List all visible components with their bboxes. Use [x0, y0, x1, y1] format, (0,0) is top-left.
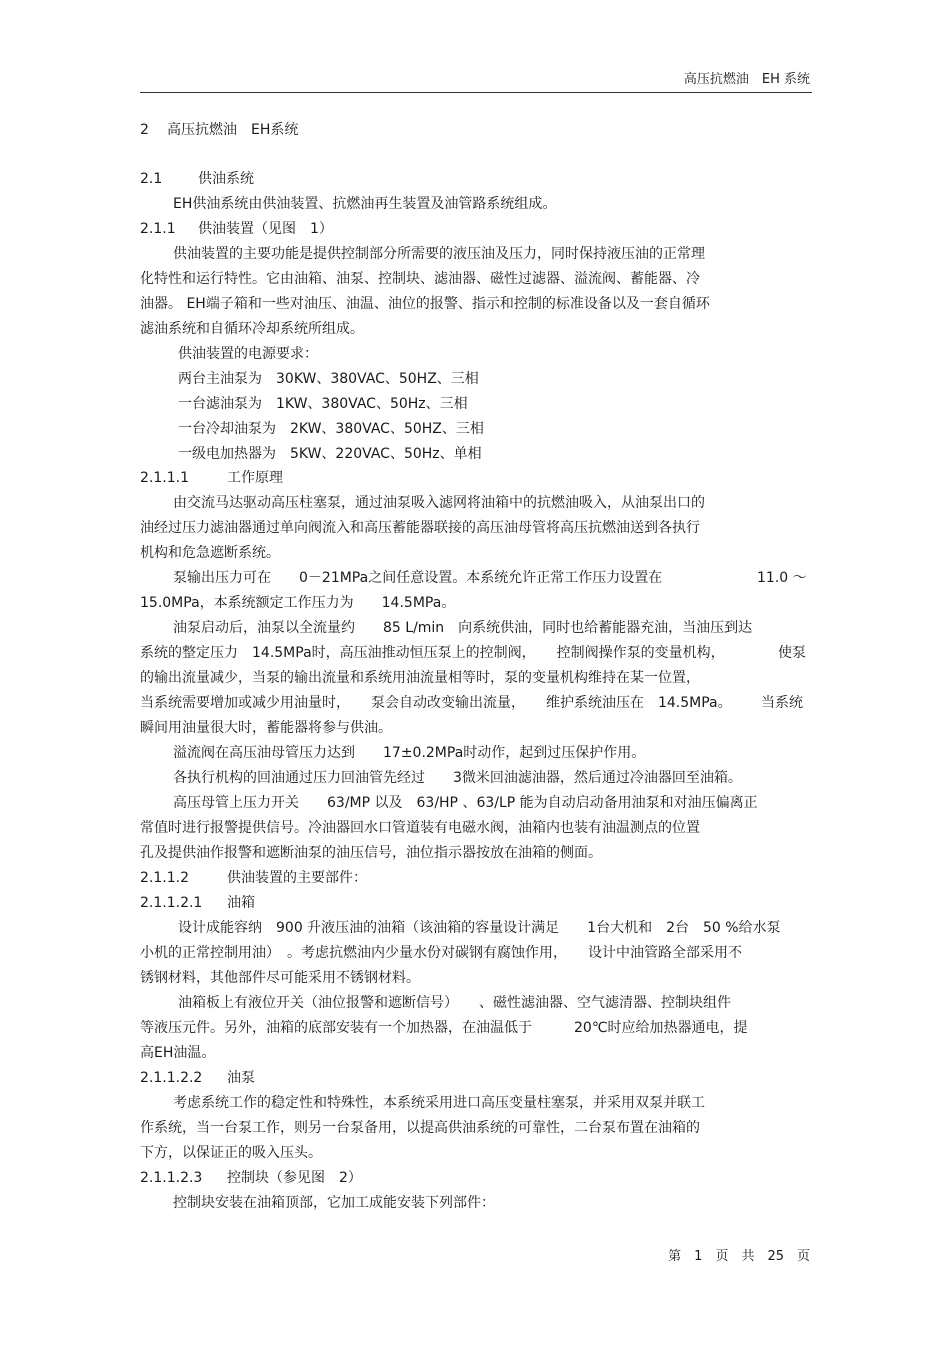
page-footer: 第 1 页 共 25 页: [668, 1249, 810, 1264]
paragraph-intro: EH供油系统由供油装置、抗燃油再生装置及油管路系统组成。: [173, 196, 557, 212]
paragraph-line: 泵输出压力可在 0－21MPa之间任意设置。本系统允许正常工作压力设置在: [173, 570, 663, 586]
section-2-1-title: 供油系统: [198, 171, 254, 187]
paragraph-line: 各执行机构的回油通过压力回油管先经过 3微米回油滤油器，然后通过冷油器回至油箱。: [173, 770, 742, 786]
paragraph-line: 油箱板上有液位开关（油位报警和遮断信号） 、磁性滤油器、空气滤清器、控制块组件: [178, 995, 731, 1011]
section-2-1-1-2-title: 供油装置的主要部件：: [227, 870, 367, 886]
paragraph-line: 等液压元件。另外，油箱的底部安装有一个加热器，在油温低于 20℃时应给加热器通电，提: [140, 1020, 748, 1036]
power-requirements-title: 供油装置的电源要求：: [178, 346, 318, 362]
paragraph-line: 15.0MPa，本系统额定工作压力为 14.5MPa。: [140, 595, 456, 611]
paragraph-line: 机构和危急遮断系统。: [140, 545, 280, 561]
paragraph-line: 控制块安装在油箱顶部，它加工成能安装下列部件：: [173, 1195, 495, 1211]
header-title: 高压抗燃油 EH 系统: [683, 72, 810, 87]
section-2-1-1-title: 供油装置（见图 1）: [198, 221, 333, 237]
power-item: 一台冷却油泵为 2KW、380VAC、50HZ、三相: [178, 421, 484, 437]
paragraph-line-tail: 11.0 ～: [757, 570, 807, 586]
section-2-1-number: 2.1: [140, 171, 163, 187]
page-header: [140, 66, 812, 93]
section-2-1-1-2-2-title: 油泵: [227, 1070, 255, 1086]
paragraph-line-tail: 使泵: [778, 645, 806, 661]
section-2-1-1-2-1-title: 油箱: [227, 895, 255, 911]
paragraph-line: 的输出流量减少，当泵的输出流量和系统用油流量相等时，泵的变量机构维持在某一位置，: [140, 670, 700, 686]
section-2-1-1-2-number: 2.1.1.2: [140, 870, 189, 886]
paragraph-line: 溢流阀在高压油母管压力达到 17±0.2MPa时动作，起到过压保护作用。: [173, 745, 646, 761]
paragraph-line: 锈钢材料，其他部件尽可能采用不锈钢材料。: [140, 970, 420, 986]
section-2-1-1-2-2-number: 2.1.1.2.2: [140, 1070, 203, 1086]
paragraph-line: 小机的正常控制用油） 。考虑抗燃油内少量水份对碳钢有腐蚀作用， 设计中油管路全部采用不: [140, 945, 742, 961]
power-item: 两台主油泵为 30KW、380VAC、50HZ、三相: [178, 371, 479, 387]
paragraph-line: 由交流马达驱动高压柱塞泵，通过油泵吸入滤网将油箱中的抗燃油吸入，从油泵出口的: [173, 495, 705, 511]
heading-title: 高压抗燃油 EH系统: [167, 122, 299, 138]
paragraph-line: 供油装置的主要功能是提供控制部分所需要的液压油及压力，同时保持液压油的正常理: [173, 246, 705, 262]
paragraph-line: 高EH油温。: [140, 1045, 216, 1061]
paragraph-line: 高压母管上压力开关 63/MP 以及 63/HP 、63/LP 能为自动启动备用油泵和对油压偏离正: [173, 795, 758, 811]
section-2-1-1-2-1-number: 2.1.1.2.1: [140, 895, 203, 911]
section-2-1-1-1-number: 2.1.1.1: [140, 470, 189, 486]
section-2-1-1-1-title: 工作原理: [227, 470, 283, 486]
section-2-1-1-2-3-number: 2.1.1.2.3: [140, 1170, 203, 1186]
power-item: 一级电加热器为 5KW、220VAC、50Hz、单相: [178, 446, 482, 462]
heading-number: 2: [140, 122, 149, 138]
paragraph-line: 油经过压力滤油器通过单向阀流入和高压蓄能器联接的高压油母管将高压抗燃油送到各执行: [140, 520, 700, 536]
section-2-1-1-2-3-title: 控制块（参见图 2）: [227, 1170, 362, 1186]
paragraph-line-tail: 当系统: [761, 695, 803, 711]
paragraph-line: 瞬间用油量很大时，蓄能器将参与供油。: [140, 720, 392, 736]
paragraph-line: 孔及提供油作报警和遮断油泵的油压信号，油位指示器按放在油箱的侧面。: [140, 845, 602, 861]
paragraph-line: 下方，以保证正的吸入压头。: [140, 1145, 322, 1161]
paragraph-line: 当系统需要增加或减少用油量时， 泵会自动改变输出流量， 维护系统油压在 14.5MPa。: [140, 695, 732, 711]
power-item: 一台滤油泵为 1KW、380VAC、50Hz、三相: [178, 396, 468, 412]
paragraph-line: 常值时进行报警提供信号。冷油器回水口管道装有电磁水阀，油箱内也装有油温测点的位置: [140, 820, 700, 836]
section-2-1-1-number: 2.1.1: [140, 221, 176, 237]
paragraph-line: 油泵启动后，油泵以全流量约 85 L/min 向系统供油，同时也给蓄能器充油，当油压到达: [173, 620, 753, 636]
paragraph-line: 作系统，当一台泵工作，则另一台泵备用，以提高供油系统的可靠性，二台泵布置在油箱的: [140, 1120, 700, 1136]
paragraph-line: 设计成能容纳 900 升液压油的油箱（该油箱的容量设计满足 1台大机和 2台 50 %给水泵: [178, 920, 781, 936]
paragraph-line: 油器。 EH端子箱和一些对油压、油温、油位的报警、指示和控制的标准设备以及一套自循环: [140, 296, 710, 312]
paragraph-line: 系统的整定压力 14.5MPa时，高压油推动恒压泵上的控制阀， 控制阀操作泵的变量机构，: [140, 645, 725, 661]
paragraph-line: 考虑系统工作的稳定性和特殊性，本系统采用进口高压变量柱塞泵，并采用双泵并联工: [173, 1095, 705, 1111]
paragraph-line: 滤油系统和自循环冷却系统所组成。: [140, 321, 364, 337]
paragraph-line: 化特性和运行特性。它由油箱、油泵、控制块、滤油器、磁性过滤器、溢流阀、蓄能器、冷: [140, 271, 700, 287]
